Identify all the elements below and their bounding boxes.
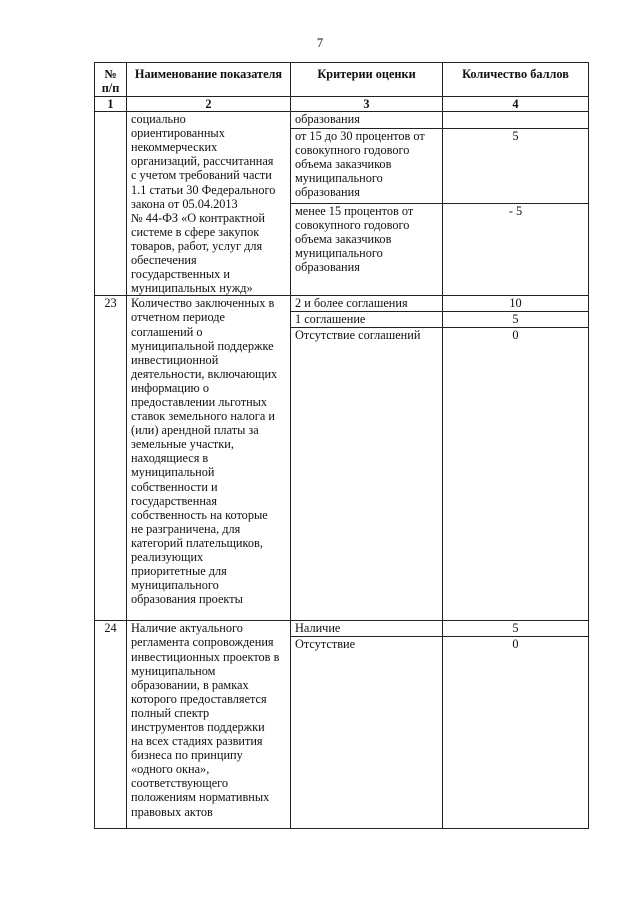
criteria-cell: Отсутствие — [291, 637, 443, 829]
table-row — [95, 296, 589, 312]
points-cell: 0 — [443, 328, 589, 621]
indicator-name-cell: Наличие актуального регламента сопровождения инвестиционных проектов в муниципальном образовании, в рамках которого предоставляется полный спектр инструментов поддержки на всех стадиях развития бизнеса по принципу «одного окна», соответствующего положениям нормативных правовых актов — [127, 621, 291, 829]
criteria-cell: от 15 до 30 процентов от совокупного годового объема заказчиков муниципального образования — [291, 128, 443, 203]
points-cell — [443, 112, 589, 129]
table-row — [95, 621, 589, 637]
header-points: Количество баллов — [443, 63, 589, 97]
header-criteria: Критерии оценки — [291, 63, 443, 97]
points-cell: 5 — [443, 621, 589, 637]
points-cell: 10 — [443, 296, 589, 312]
table-row — [95, 112, 589, 129]
column-number-row — [95, 97, 589, 112]
points-cell: 0 — [443, 637, 589, 829]
criteria-cell: Отсутствие соглашений — [291, 328, 443, 621]
points-cell: - 5 — [443, 203, 589, 296]
indicator-name-cell: социально ориентированных некоммерческих организаций, рассчитанная с учетом требований части 1.1 статьи 30 Федерального закона от 05.04.2013 № 44-ФЗ «О контрактной системе в сфере закупок товаров, работ, услуг для обеспечения государственных и муниципальных нужд» — [127, 112, 291, 296]
header-name: Наименование показателя — [127, 63, 291, 97]
criteria-table — [94, 62, 589, 829]
column-number: 2 — [127, 97, 291, 112]
criteria-cell: менее 15 процентов от совокупного годового объема заказчиков муниципального образования — [291, 203, 443, 296]
indicator-name-cell: Количество заключенных в отчетном периоде соглашений о муниципальной поддержке инвестиционной деятельности, включающих информацию о предоставлении льготных ставок земельного налога и (или) арендной платы за земельные участки, находящиеся в муниципальной собственности и государственная собственность на которые не разграничена, для категорий плательщиков, реализующих приоритетные для муниципального образования проекты — [127, 296, 291, 621]
column-number: 1 — [95, 97, 127, 112]
criteria-cell: 2 и более соглашения — [291, 296, 443, 312]
column-number: 3 — [291, 97, 443, 112]
page-number: 7 — [316, 36, 324, 50]
row-num-cell: 23 — [95, 296, 127, 621]
header-num: № п/п — [95, 63, 127, 97]
criteria-cell: Наличие — [291, 621, 443, 637]
column-number: 4 — [443, 97, 589, 112]
criteria-cell: 1 соглашение — [291, 312, 443, 328]
points-cell: 5 — [443, 128, 589, 203]
row-num-cell — [95, 112, 127, 296]
row-num-cell: 24 — [95, 621, 127, 829]
points-cell: 5 — [443, 312, 589, 328]
table-header-row — [95, 63, 589, 97]
criteria-cell: образования — [291, 112, 443, 129]
